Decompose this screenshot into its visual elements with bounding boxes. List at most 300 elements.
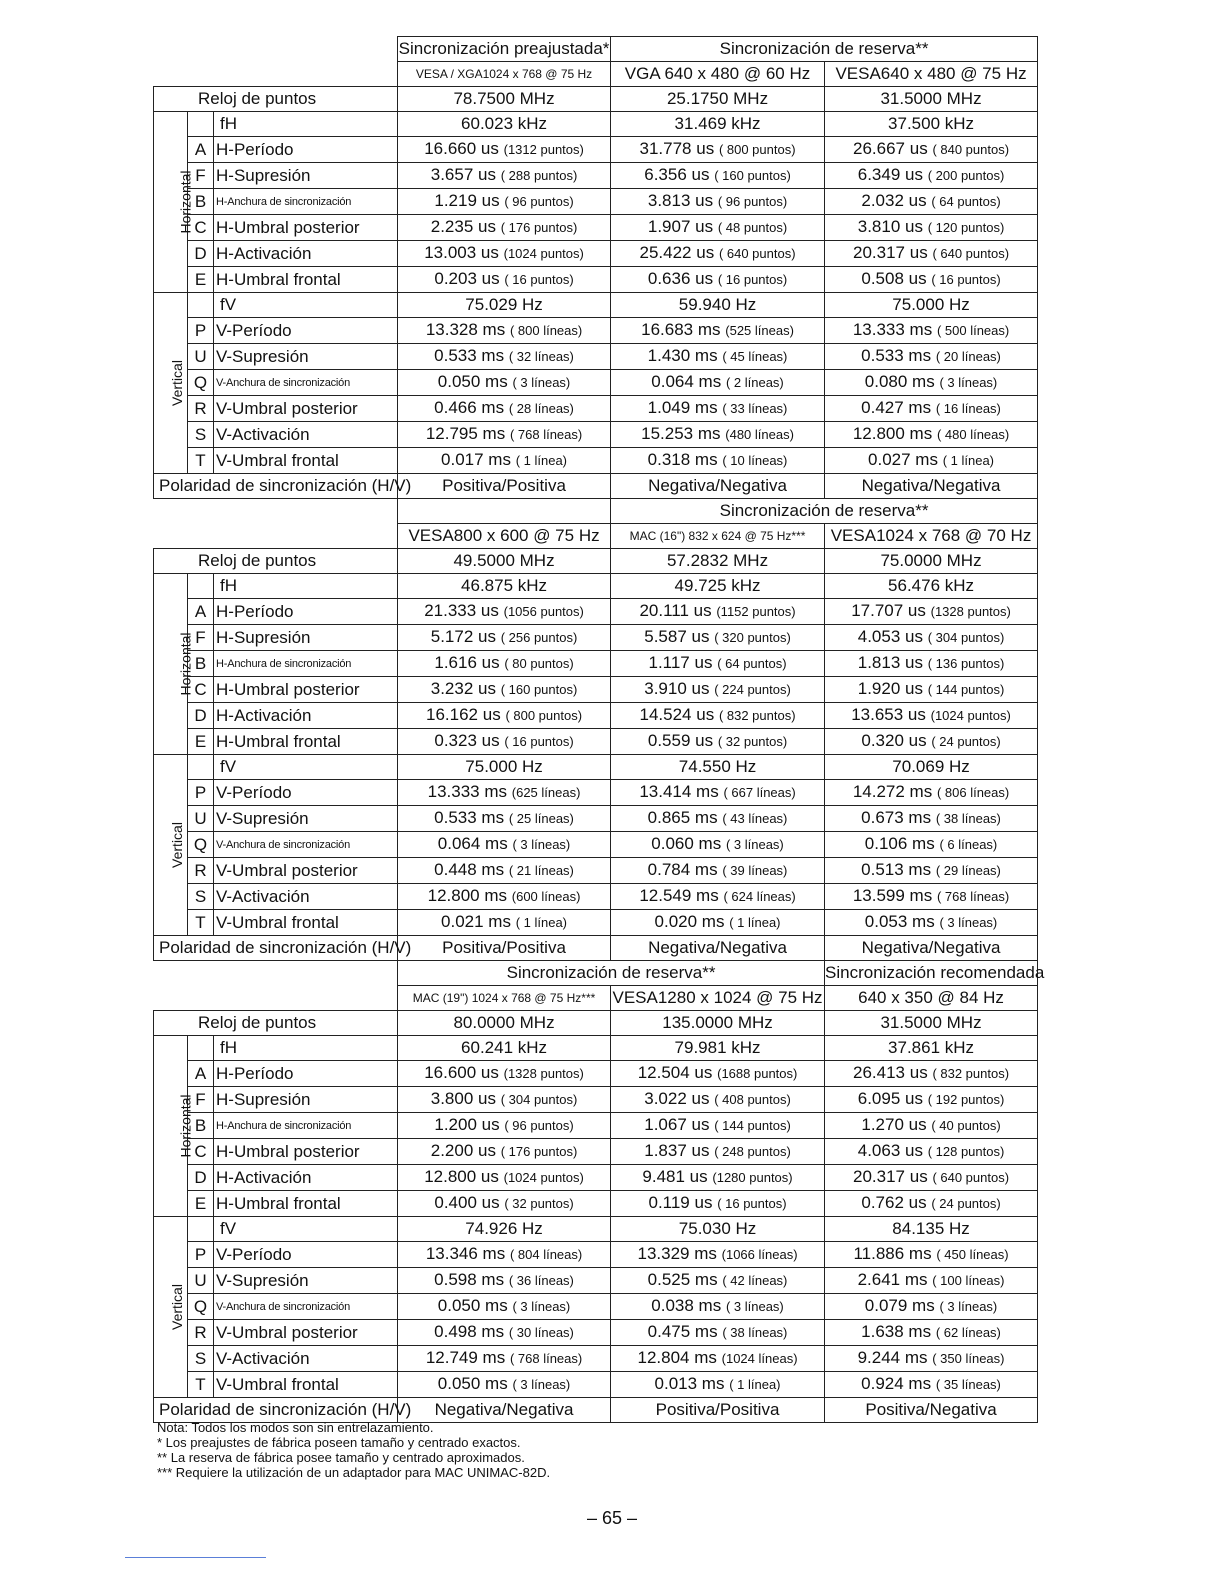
vertical-label: Vertical	[168, 822, 185, 868]
count-value: ( 624 líneas)	[723, 889, 796, 904]
timing-row	[154, 189, 1038, 215]
timing-row	[154, 318, 1038, 344]
param-name: H-Anchura de sincronización	[214, 189, 398, 215]
video-mode-header: MAC (19") 1024 x 768 @ 75 Hz***	[398, 986, 611, 1011]
param-letter: Q	[188, 1294, 214, 1320]
header-spacer	[154, 961, 398, 986]
param-letter: E	[188, 729, 214, 755]
polarity-value: Positiva/Positiva	[398, 474, 611, 499]
count-value: (1280 puntos)	[712, 1170, 793, 1185]
timing-value	[398, 163, 611, 189]
timing-value	[611, 448, 825, 474]
time-value: 0.525 ms	[647, 1270, 718, 1289]
count-value: ( 480 líneas)	[936, 427, 1010, 442]
time-value: 16.660 us	[424, 139, 499, 158]
timing-value	[611, 729, 825, 755]
param-name: V-Umbral frontal	[214, 448, 398, 474]
time-value: 0.320 us	[861, 731, 927, 750]
time-value: 13.328 ms	[425, 320, 506, 339]
letter-spacer	[188, 1217, 214, 1242]
footnote: Nota: Todos los modos son sin entrelazamiento.	[157, 1420, 434, 1435]
horizontal-section-label	[154, 1036, 194, 1217]
polarity-value: Negativa/Negativa	[825, 936, 1038, 961]
time-value: 0.508 us	[861, 269, 927, 288]
timing-value	[398, 832, 611, 858]
timing-value	[611, 1294, 825, 1320]
timing-value	[825, 1242, 1038, 1268]
count-value: ( 24 puntos)	[931, 1196, 1001, 1211]
count-value: ( 408 puntos)	[714, 1092, 791, 1107]
time-value: 4.053 us	[857, 627, 923, 646]
time-value: 16.683 ms	[641, 320, 721, 339]
param-name: V-Supresión	[214, 1268, 398, 1294]
timing-row	[154, 1087, 1038, 1113]
vertical-label: Vertical	[168, 1284, 185, 1330]
param-letter: U	[188, 1268, 214, 1294]
count-value: ( 3 líneas)	[725, 1299, 784, 1314]
count-value: (1024 líneas)	[721, 1351, 798, 1366]
footnotes	[157, 1420, 550, 1480]
timing-value	[825, 651, 1038, 677]
param-name: H-Período	[214, 1061, 398, 1087]
count-value: ( 42 líneas)	[722, 1273, 788, 1288]
timing-row	[154, 215, 1038, 241]
footnote: ** La reserva de fábrica posee tamaño y centrado aproximados.	[157, 1450, 525, 1465]
fh-row	[154, 112, 1038, 137]
timing-value	[398, 241, 611, 267]
letter-spacer	[188, 755, 214, 780]
video-mode-header: VESA800 x 600 @ 75 Hz	[398, 524, 611, 549]
count-value: ( 3 líneas)	[939, 1299, 998, 1314]
video-mode-header: VESA1024 x 768 @ 70 Hz	[825, 524, 1038, 549]
param-letter: S	[188, 1346, 214, 1372]
time-value: 12.749 ms	[425, 1348, 506, 1367]
timing-value	[398, 625, 611, 651]
time-value: 26.413 us	[853, 1063, 928, 1082]
timing-value	[398, 1294, 611, 1320]
timing-row	[154, 267, 1038, 293]
param-letter: R	[188, 1320, 214, 1346]
fv-value: 75.030 Hz	[611, 1217, 825, 1242]
timing-row	[154, 832, 1038, 858]
timing-value	[825, 448, 1038, 474]
param-name: H-Umbral frontal	[214, 729, 398, 755]
page-number: – 65 –	[586, 1508, 638, 1528]
fh-value: 37.861 kHz	[825, 1036, 1038, 1061]
time-value: 12.504 us	[637, 1063, 713, 1082]
timing-value	[611, 1320, 825, 1346]
clock-value: 80.0000 MHz	[398, 1011, 611, 1036]
count-value: (1056 puntos)	[503, 604, 584, 619]
timing-row	[154, 1113, 1038, 1139]
clock-label: Reloj de puntos	[154, 87, 398, 112]
count-value: ( 10 líneas)	[722, 453, 788, 468]
time-value: 6.095 us	[857, 1089, 923, 1108]
time-value: 12.800 ms	[427, 886, 508, 905]
horizontal-section-label	[154, 112, 194, 293]
time-value: 13.653 us	[851, 705, 926, 724]
sync-group-header: Sincronización de reserva**	[611, 37, 1038, 62]
count-value: ( 35 líneas)	[935, 1377, 1001, 1392]
param-name: V-Supresión	[214, 806, 398, 832]
count-value: ( 38 líneas)	[722, 1325, 788, 1340]
count-value: ( 450 líneas)	[936, 1247, 1009, 1262]
count-value: ( 640 puntos)	[932, 1170, 1010, 1185]
vertical-section-label	[154, 755, 188, 936]
count-value: ( 768 líneas)	[936, 889, 1010, 904]
time-value: 0.475 ms	[647, 1322, 718, 1341]
time-value: 0.050 ms	[437, 1374, 508, 1393]
count-value: ( 304 puntos)	[500, 1092, 578, 1107]
timing-row	[154, 703, 1038, 729]
count-value: ( 43 líneas)	[722, 811, 788, 826]
horizontal-label: Horizontal	[177, 632, 194, 696]
group-header-row	[154, 37, 1038, 62]
clock-label: Reloj de puntos	[154, 1011, 398, 1036]
clock-row	[154, 1011, 1038, 1036]
param-letter: C	[188, 1139, 214, 1165]
timing-value	[398, 370, 611, 396]
param-letter: U	[188, 806, 214, 832]
timing-value	[825, 267, 1038, 293]
param-letter: Q	[188, 370, 214, 396]
timing-value	[825, 703, 1038, 729]
param-name: H-Umbral posterior	[214, 677, 398, 703]
timing-row	[154, 344, 1038, 370]
timing-value	[611, 396, 825, 422]
time-value: 1.430 ms	[647, 346, 718, 365]
polarity-label: Polaridad de sincronización (H/V)	[154, 936, 398, 961]
count-value: ( 144 puntos)	[927, 682, 1005, 697]
time-value: 0.865 ms	[647, 808, 718, 827]
time-value: 15.253 ms	[641, 424, 721, 443]
fh-label: fH	[214, 574, 398, 599]
count-value: ( 16 puntos)	[717, 272, 788, 287]
time-value: 1.813 us	[857, 653, 923, 672]
param-name: V-Umbral posterior	[214, 858, 398, 884]
horizontal-label: Horizontal	[177, 170, 194, 234]
param-name: H-Supresión	[214, 163, 398, 189]
timing-value	[825, 1294, 1038, 1320]
count-value: ( 16 puntos)	[931, 272, 1001, 287]
param-letter: A	[188, 137, 214, 163]
timing-row	[154, 1346, 1038, 1372]
timing-value	[398, 318, 611, 344]
time-value: 1.270 us	[861, 1115, 927, 1134]
timing-table	[153, 36, 1045, 1423]
time-value: 1.219 us	[434, 191, 500, 210]
timing-value	[825, 625, 1038, 651]
timing-value	[611, 1061, 825, 1087]
time-value: 1.067 us	[644, 1115, 710, 1134]
timing-value	[611, 806, 825, 832]
fh-value: 31.469 kHz	[611, 112, 825, 137]
time-value: 0.064 ms	[651, 372, 722, 391]
timing-value	[825, 806, 1038, 832]
time-value: 31.778 us	[639, 139, 715, 158]
time-value: 3.910 us	[644, 679, 710, 698]
time-value: 0.318 ms	[647, 450, 718, 469]
fv-value: 84.135 Hz	[825, 1217, 1038, 1242]
timing-value	[398, 215, 611, 241]
count-value: ( 25 líneas)	[508, 811, 574, 826]
timing-value	[611, 1346, 825, 1372]
video-mode-header: VGA 640 x 480 @ 60 Hz	[611, 62, 825, 87]
time-value: 0.013 ms	[654, 1374, 725, 1393]
timing-value	[825, 1372, 1038, 1398]
param-letter: Q	[188, 832, 214, 858]
time-value: 0.080 ms	[864, 372, 935, 391]
polarity-value: Negativa/Negativa	[398, 1398, 611, 1423]
count-value: ( 1 línea)	[729, 1377, 781, 1392]
time-value: 0.203 us	[434, 269, 500, 288]
count-value: ( 3 líneas)	[939, 375, 998, 390]
time-value: 16.600 us	[424, 1063, 499, 1082]
count-value: ( 30 líneas)	[508, 1325, 574, 1340]
count-value: ( 200 puntos)	[927, 168, 1005, 183]
count-value: ( 24 puntos)	[931, 734, 1001, 749]
param-name: H-Período	[214, 137, 398, 163]
count-value: ( 32 puntos)	[504, 1196, 574, 1211]
time-value: 4.063 us	[857, 1141, 923, 1160]
vertical-section-label	[154, 293, 188, 474]
count-value: ( 96 puntos)	[504, 194, 574, 209]
time-value: 0.038 ms	[651, 1296, 722, 1315]
time-value: 0.119 us	[648, 1193, 713, 1212]
time-value: 0.784 ms	[647, 860, 718, 879]
count-value: ( 80 puntos)	[504, 656, 574, 671]
param-letter: R	[188, 858, 214, 884]
timing-row	[154, 1294, 1038, 1320]
timing-value	[825, 422, 1038, 448]
param-name: H-Anchura de sincronización	[214, 651, 398, 677]
footnote: * Los preajustes de fábrica poseen tamaño y centrado exactos.	[157, 1435, 521, 1450]
count-value: ( 3 líneas)	[725, 837, 784, 852]
param-letter: D	[188, 703, 214, 729]
timing-value	[825, 189, 1038, 215]
fh-value: 60.023 kHz	[398, 112, 611, 137]
count-value: ( 176 puntos)	[500, 1144, 578, 1159]
timing-value	[611, 1268, 825, 1294]
time-value: 0.323 us	[434, 731, 500, 750]
polarity-value: Negativa/Negativa	[611, 936, 825, 961]
param-name: H-Período	[214, 599, 398, 625]
timing-row	[154, 1268, 1038, 1294]
param-name: H-Activación	[214, 1165, 398, 1191]
count-value: (1024 puntos)	[930, 708, 1011, 723]
vertical-label: Vertical	[168, 360, 185, 406]
time-value: 13.003 us	[424, 243, 499, 262]
param-name: V-Anchura de sincronización	[214, 370, 398, 396]
timing-value	[398, 599, 611, 625]
timing-value	[611, 422, 825, 448]
time-value: 0.050 ms	[437, 372, 508, 391]
time-value: 9.244 ms	[857, 1348, 928, 1367]
timing-value	[398, 884, 611, 910]
param-name: H-Activación	[214, 241, 398, 267]
timing-value	[825, 1139, 1038, 1165]
param-name: H-Umbral frontal	[214, 1191, 398, 1217]
time-value: 1.200 us	[434, 1115, 500, 1134]
sync-group-header: Sincronización preajustada*	[398, 37, 611, 62]
count-value: ( 806 líneas)	[936, 785, 1010, 800]
video-mode-header: VESA / XGA1024 x 768 @ 75 Hz	[398, 62, 611, 87]
time-value: 13.329 ms	[637, 1244, 717, 1263]
count-value: ( 1 línea)	[515, 453, 568, 468]
count-value: ( 1 línea)	[515, 915, 568, 930]
count-value: ( 288 puntos)	[500, 168, 578, 183]
timing-value	[398, 1268, 611, 1294]
timing-value	[825, 832, 1038, 858]
group-header-row	[154, 499, 1038, 524]
count-value: ( 64 puntos)	[931, 194, 1001, 209]
time-value: 14.524 us	[639, 705, 715, 724]
param-letter: F	[188, 625, 214, 651]
time-value: 1.049 ms	[647, 398, 718, 417]
param-name: H-Anchura de sincronización	[214, 1113, 398, 1139]
param-letter: A	[188, 599, 214, 625]
timing-row	[154, 448, 1038, 474]
fh-value: 46.875 kHz	[398, 574, 611, 599]
clock-value: 75.0000 MHz	[825, 549, 1038, 574]
count-value: ( 320 puntos)	[714, 630, 791, 645]
param-letter: D	[188, 241, 214, 267]
count-value: ( 192 puntos)	[927, 1092, 1005, 1107]
fv-value: 70.069 Hz	[825, 755, 1038, 780]
timing-value	[825, 1113, 1038, 1139]
param-letter: C	[188, 215, 214, 241]
count-value: ( 38 líneas)	[935, 811, 1001, 826]
param-name: V-Supresión	[214, 344, 398, 370]
fv-label: fV	[214, 1217, 398, 1242]
timing-value	[611, 910, 825, 936]
timing-value	[611, 215, 825, 241]
time-value: 17.707 us	[851, 601, 926, 620]
param-name: H-Umbral posterior	[214, 215, 398, 241]
timing-value	[398, 396, 611, 422]
timing-value	[611, 189, 825, 215]
timing-value	[825, 344, 1038, 370]
time-value: 1.638 ms	[861, 1322, 932, 1341]
param-name: V-Período	[214, 780, 398, 806]
time-value: 20.317 us	[853, 243, 928, 262]
polarity-value: Positiva/Positiva	[611, 1398, 825, 1423]
time-value: 3.657 us	[430, 165, 496, 184]
time-value: 12.800 ms	[852, 424, 933, 443]
timing-value	[398, 1346, 611, 1372]
fv-value: 75.000 Hz	[825, 293, 1038, 318]
count-value: ( 640 puntos)	[932, 246, 1010, 261]
time-value: 0.466 ms	[434, 398, 505, 417]
time-value: 21.333 us	[424, 601, 499, 620]
fv-row	[154, 293, 1038, 318]
timing-value	[825, 677, 1038, 703]
timing-row	[154, 780, 1038, 806]
time-value: 1.907 us	[647, 217, 714, 236]
clock-value: 49.5000 MHz	[398, 549, 611, 574]
fh-value: 79.981 kHz	[611, 1036, 825, 1061]
clock-value: 31.5000 MHz	[825, 87, 1038, 112]
time-value: 0.021 ms	[441, 912, 511, 931]
param-letter: P	[188, 1242, 214, 1268]
timing-value	[398, 651, 611, 677]
time-value: 0.533 ms	[434, 346, 505, 365]
param-name: V-Umbral frontal	[214, 1372, 398, 1398]
timing-row	[154, 858, 1038, 884]
count-value: ( 768 líneas)	[509, 1351, 583, 1366]
timing-value	[398, 1191, 611, 1217]
bottom-rule	[125, 1557, 266, 1558]
time-value: 6.356 us	[644, 165, 710, 184]
timing-row	[154, 370, 1038, 396]
time-value: 13.333 ms	[427, 782, 508, 801]
param-name: V-Anchura de sincronización	[214, 1294, 398, 1320]
timing-value	[825, 215, 1038, 241]
count-value: ( 62 líneas)	[935, 1325, 1001, 1340]
timing-value	[611, 267, 825, 293]
time-value: 3.813 us	[647, 191, 714, 210]
count-value: ( 640 puntos)	[718, 246, 796, 261]
param-letter: T	[188, 910, 214, 936]
param-letter: E	[188, 267, 214, 293]
letter-spacer	[188, 293, 214, 318]
count-value: ( 840 puntos)	[932, 142, 1010, 157]
timing-value	[611, 1191, 825, 1217]
timing-value	[611, 780, 825, 806]
time-value: 3.810 us	[857, 217, 923, 236]
clock-value: 57.2832 MHz	[611, 549, 825, 574]
time-value: 14.272 ms	[852, 782, 933, 801]
count-value: ( 96 puntos)	[504, 1118, 574, 1133]
timing-row	[154, 241, 1038, 267]
time-value: 0.053 ms	[864, 912, 935, 931]
mode-row	[154, 62, 1038, 87]
param-letter: P	[188, 780, 214, 806]
count-value: ( 32 líneas)	[508, 349, 574, 364]
timing-value	[825, 1165, 1038, 1191]
timing-value	[611, 599, 825, 625]
param-name: H-Umbral posterior	[214, 1139, 398, 1165]
fh-value: 60.241 kHz	[398, 1036, 611, 1061]
timing-value	[825, 370, 1038, 396]
count-value: ( 800 puntos)	[505, 708, 583, 723]
timing-row	[154, 1139, 1038, 1165]
count-value: (1066 líneas)	[721, 1247, 798, 1262]
sync-group-header: Sincronización de reserva**	[398, 961, 825, 986]
param-letter: T	[188, 1372, 214, 1398]
timing-value	[825, 910, 1038, 936]
param-letter: B	[188, 1113, 214, 1139]
count-value: ( 20 líneas)	[935, 349, 1001, 364]
fh-row	[154, 1036, 1038, 1061]
param-letter: F	[188, 163, 214, 189]
letter-spacer	[188, 574, 214, 599]
count-value: (1024 puntos)	[503, 246, 584, 261]
time-value: 0.673 ms	[861, 808, 932, 827]
param-name: V-Período	[214, 1242, 398, 1268]
count-value: ( 667 líneas)	[723, 785, 796, 800]
count-value: (1328 puntos)	[930, 604, 1011, 619]
fh-label: fH	[214, 112, 398, 137]
count-value: ( 800 líneas)	[509, 323, 583, 338]
timing-value	[398, 729, 611, 755]
count-value: ( 500 líneas)	[936, 323, 1010, 338]
param-name: H-Activación	[214, 703, 398, 729]
time-value: 3.022 us	[644, 1089, 710, 1108]
timing-value	[611, 1139, 825, 1165]
param-name: H-Supresión	[214, 625, 398, 651]
timing-value	[398, 910, 611, 936]
